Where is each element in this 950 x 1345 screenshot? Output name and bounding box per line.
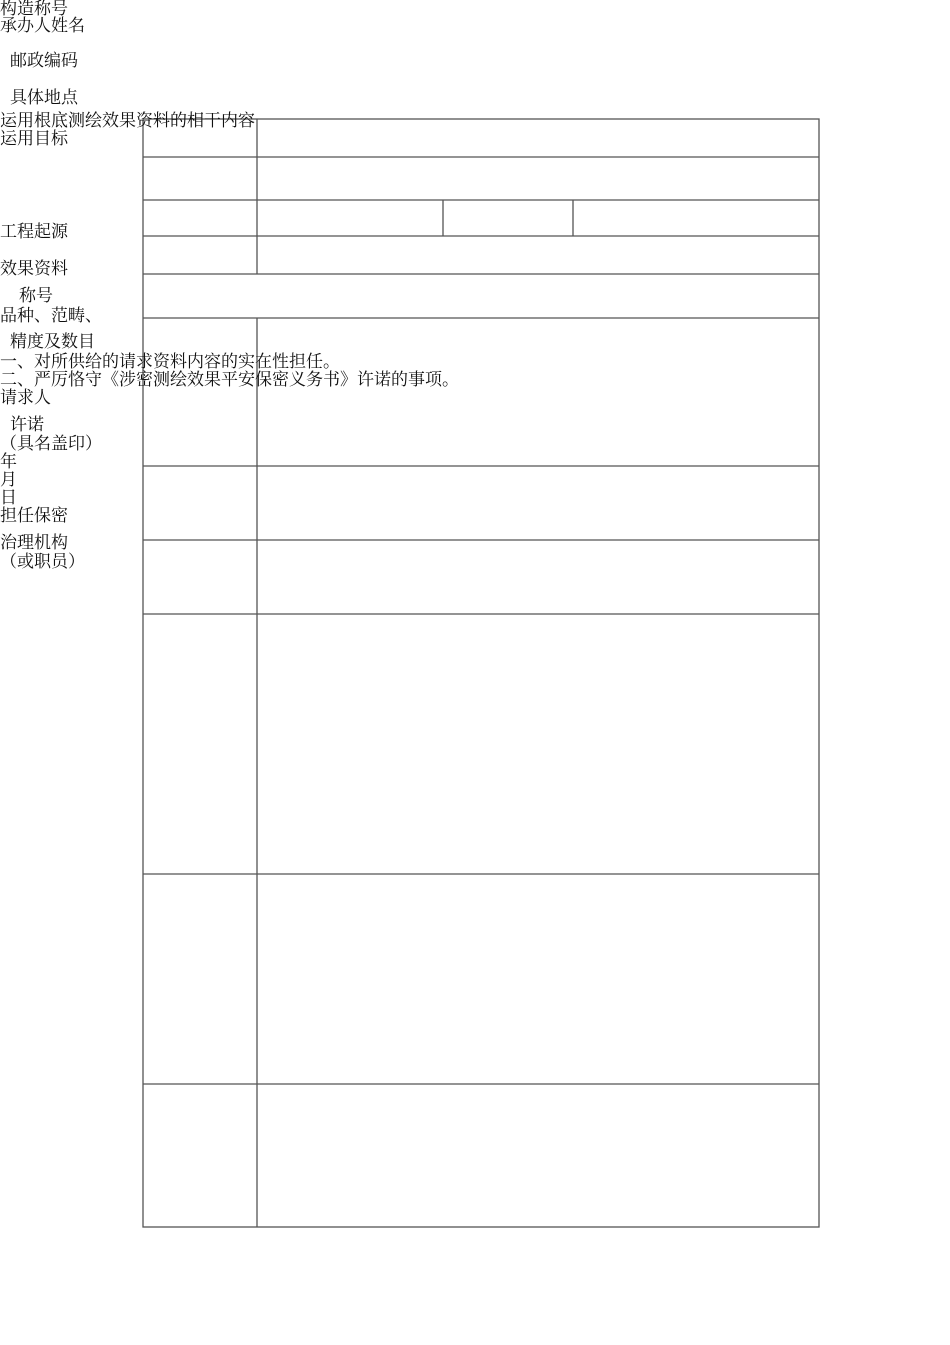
- project-source-label: 工程起源: [0, 222, 68, 242]
- day-label: 日: [0, 488, 17, 508]
- signature-seal-label: （具名盖印）: [0, 434, 102, 454]
- commitment-item-2: 二、严厉恪守《涉密测绘效果平安保密义务书》许诺的事项。: [0, 370, 459, 390]
- category-scope-label: 品种、范畴、: [0, 306, 102, 326]
- usage-purpose-label: 运用目标: [0, 129, 68, 149]
- commitment-item-1: 一、对所供给的请求资料内容的实在性担任。: [0, 352, 340, 372]
- name-label: 称号: [19, 286, 53, 306]
- management-org-label: 治理机构: [0, 533, 68, 553]
- year-label: 年: [0, 452, 17, 472]
- precision-quantity-label: 精度及数目: [10, 332, 95, 352]
- applicant-label: 请求人: [0, 388, 51, 408]
- promise-label: 许诺: [10, 415, 44, 435]
- org-name-label: 构造称号: [0, 0, 68, 19]
- address-label: 具体地点: [10, 88, 78, 108]
- table-outer-border: [143, 119, 819, 1227]
- result-material-label: 效果资料: [0, 259, 68, 279]
- usage-content-label: 运用根底测绘效果资料的相干内容: [0, 111, 255, 131]
- handler-name-label: 承办人姓名: [0, 16, 85, 36]
- responsible-security-label: 担任保密: [0, 506, 68, 526]
- or-staff-label: （或职员）: [0, 552, 85, 572]
- month-label: 月: [0, 470, 17, 490]
- postal-code-label: 邮政编码: [10, 51, 78, 71]
